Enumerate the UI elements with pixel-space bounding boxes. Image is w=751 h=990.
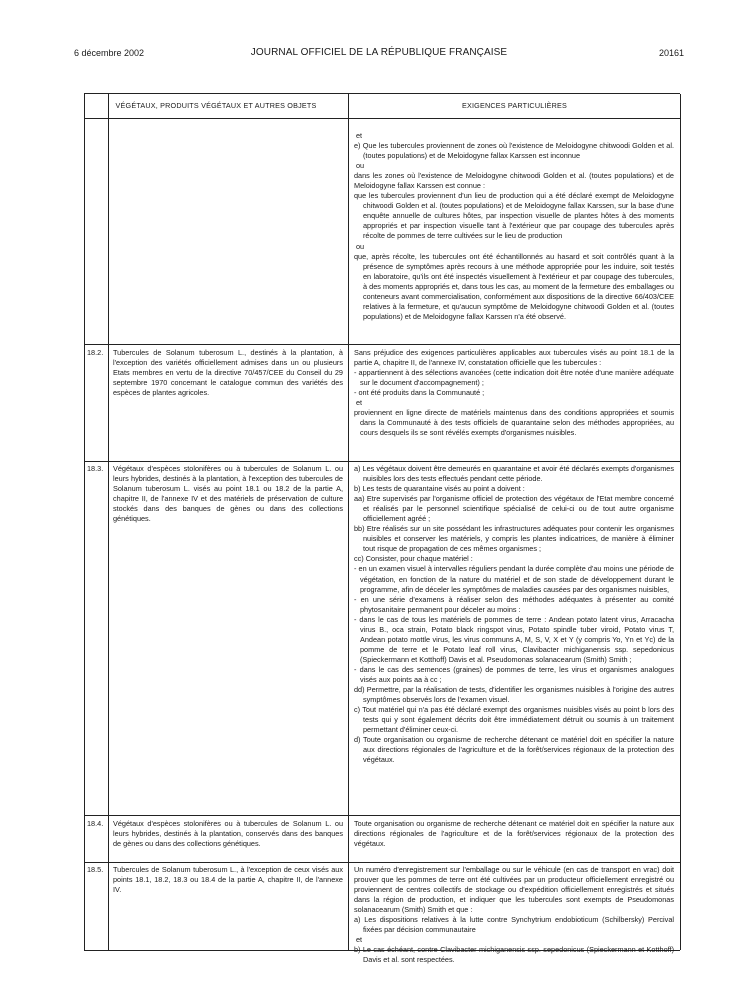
text-line: bb) Etre réalisés sur un site possédant les infrastructures adéquates pour contenir les organismes nuisibles et conserver les matériels, y compris les plantes indicatrices, de manière à éliminer tout risque de propagation de ces mêmes organismes ; bbox=[354, 524, 674, 554]
text-line: et bbox=[356, 131, 363, 140]
row-requirements-18-3 bbox=[354, 464, 674, 765]
text-line: c) Tout matériel qui n'a pas été déclaré exempt des organismes nuisibles visés au point b lors des tests qui y sont également décrits doit être immédiatement détruit ou soumis à un traitement permettant d'éliminer ceux-ci. bbox=[354, 705, 674, 735]
text-line: - en une série d'examens à réaliser selon des méthodes adéquates à présenter au comité phytosanitaire permanent pour déceler au moins : bbox=[354, 594, 674, 614]
text-line: Un numéro d'enregistrement sur l'emballage ou sur le véhicule (en cas de transport en vrac) doit prouver que les pommes de terre ont été cultivées par un producteur officiellement enregistré ou proviennent de centres collectifs de stockage ou d'expédition officiellement enregistrés et situés dans la région de production, et indiquer que les tubercules sont exempts de Pseudomonas solanacearum (Smith) Smith et que : bbox=[354, 865, 674, 915]
text-line: - dans le cas des semences (graines) de pommes de terre, les virus et organismes analogues visés aux points aa à cc ; bbox=[354, 664, 674, 684]
row-requirements-18-2 bbox=[354, 348, 674, 438]
row-description-18-2: Tubercules de Solanum tuberosum L., destinés à la plantation, à l'exception des variétés officiellement admises dans un ou plusieurs Etats membres en vertu de la directive 70/457/CEE du Conseil du 29 septembre 1970 concernant le catalogue commun des variétés des espèces de plantes agricoles. bbox=[113, 348, 343, 398]
text-line: cc) Consister, pour chaque matériel : bbox=[354, 554, 473, 564]
text-line: et bbox=[356, 398, 363, 408]
row-divider bbox=[84, 862, 680, 863]
row-number-18-5: 18.5. bbox=[87, 865, 104, 874]
continued-requirements bbox=[354, 131, 674, 322]
row-number-18-4: 18.4. bbox=[87, 819, 104, 828]
text-line: - dans le cas de tous les matériels de pommes de terre : Andean potato latent virus, Arracacha virus B., oca strain, Potato black ringspot virus, Potato spindle tuber viroid, Potato virus T, Andean potato mottle virus, les virus communs A, M, S, V, X et Y (y compris Yo, Yn et Yc) de la pomme de terre et le Potato leaf roll virus, Clavibacter michiganensis ssp. sepedonicus (Spieckermann et Kotthoff) Davis et al. Pseudomonas solanacearum (Smith) Smith ; bbox=[354, 614, 674, 664]
row-divider bbox=[84, 815, 680, 816]
row-description-18-3: Végétaux d'espèces stolonifères ou à tubercules de Solanum L. ou leurs hybrides, destinés à la plantation, à l'exception des tubercules de Solanum tuberosum L. visés au point 18.1 ou 18.2 de la partie A, chapitre II, de l'annexe IV et des matériels de préservation de culture stockés dans des banques de gènes ou dans des collections génétiques. bbox=[113, 464, 343, 524]
number-column-divider bbox=[108, 94, 109, 950]
text-line: a) Les dispositions relatives à la lutte contre Synchytrium endobioticum (Schilbersky) Percival fixées par décision communautaire bbox=[354, 915, 674, 935]
text-line: dans les zones où l'existence de Meloidogyne chitwoodi Golden et al. (toutes populations) et de Meloidogyne fallax Karssen est connue : bbox=[354, 171, 674, 191]
text-line: d) Toute organisation ou organisme de recherche détenant ce matériel doit en spécifier la nature aux directions régionales de l'agriculture et de la forêt/services régionaux de la protection des végétaux. bbox=[354, 735, 674, 765]
text-line: aa) Etre supervisés par l'organisme officiel de protection des végétaux de l'Etat membre concerné et réalisés par le personnel scientifique spécialisé de celui-ci ou de tout autre organisme officiellement agréé ; bbox=[354, 494, 674, 524]
row-description-18-5: Tubercules de Solanum tuberosum L., à l'exception de ceux visés aux points 18.1, 18.2, 18.3 ou 18.4 de la partie A, chapitre II, de l'annexe IV. bbox=[113, 865, 343, 895]
table-border-right bbox=[680, 94, 681, 950]
text-line: Sans préjudice des exigences particulières applicables aux tubercules visés au point 18.1 de la partie A, chapitre II, de l'annexe IV, constatation officielle que les tubercules : bbox=[354, 348, 674, 368]
middle-column-divider bbox=[348, 94, 349, 950]
requirements-table bbox=[84, 93, 680, 965]
page-header bbox=[74, 47, 684, 61]
row-requirements-18-4: Toute organisation ou organisme de recherche détenant ce matériel doit en spécifier la nature aux directions régionales de l'agriculture et de la forêt/services régionaux de la protection des végétaux. bbox=[354, 819, 674, 849]
table-border-left bbox=[84, 94, 85, 950]
text-line: que les tubercules proviennent d'un lieu de production qui a été déclaré exempt de Meloidogyne chitwoodi Golden et al. (toutes populations) et de Meloidogyne fallax Karssen, sur la base d'une enquête annuelle de cultures hôtes, par inspection visuelle de plantes hôtes à des moments appropriés et par inspection visuelle tant à l'extérieur que par coupage des tubercules après récolte de pommes de terre cultivées sur le lieu de production bbox=[354, 191, 674, 241]
row-description-18-4: Végétaux d'espèces stolonifères ou à tubercules de Solanum L. ou leurs hybrides, destinés à la plantation, conservés dans des banques de gènes ou dans des collections génétiques. bbox=[113, 819, 343, 849]
text-line: et bbox=[356, 935, 363, 945]
text-line: ou bbox=[356, 241, 365, 251]
row-number-18-3: 18.3. bbox=[87, 464, 104, 473]
row-divider bbox=[84, 344, 680, 345]
text-line: dd) Permettre, par la réalisation de tests, d'identifier les organismes nuisibles à l'origine des autres symptômes observés lors de l'examen visuel. bbox=[354, 685, 674, 705]
text-line: - en un examen visuel à intervalles réguliers pendant la durée complète d'au moins une période de végétation, en fonction de la nature du matériel et de son stade de développement durant le programme, afin de déceler les symptômes de maladies causées par des organismes nuisibles, bbox=[354, 564, 674, 594]
text-line: e) Que les tubercules proviennent de zones où l'existence de Meloidogyne chitwoodi Golden et al. (toutes populations) et de Meloidogyne fallax Karssen est inconnue bbox=[354, 141, 674, 161]
row-divider bbox=[84, 461, 680, 462]
header-date: 6 décembre 2002 bbox=[74, 48, 145, 58]
text-line: ou bbox=[356, 161, 365, 171]
column-header-requirements: EXIGENCES PARTICULIÈRES bbox=[349, 94, 680, 119]
text-line: a) Les végétaux doivent être demeurés en quarantaine et avoir été déclarés exempts d'organismes nuisibles lors des tests effectués pendant cette période. bbox=[354, 464, 674, 484]
row-number-18-2: 18.2. bbox=[87, 348, 104, 357]
text-line: b) Les tests de quarantaine visés au point a doivent : bbox=[354, 484, 525, 494]
text-line: b) Le cas échéant, contre Clavibacter michiganensis ssp. sepedonicus (Spieckermann et Kotthoff) Davis et al. sont respectées. bbox=[354, 945, 674, 965]
page-number: 20161 bbox=[658, 48, 684, 58]
journal-title: JOURNAL OFFICIEL DE LA RÉPUBLIQUE FRANÇAISE bbox=[250, 47, 508, 58]
column-header-objects: VÉGÉTAUX, PRODUITS VÉGÉTAUX ET AUTRES OBJETS bbox=[84, 94, 348, 119]
text-line: que, après récolte, les tubercules ont été échantillonnés au hasard et soit contrôlés quant à la présence de symptômes après recours à une méthode appropriée pour les induire, soit testés en laboratoire, qu'ils ont été inspectés visuellement à l'extérieur et par coupage des tubercules, à des moments appropriés et, dans tous les cas, au moment de la fermeture des emballages ou conteneurs avant commercialisation, conformément aux dispositions de la directive 66/403/CEE relatives à la fermeture, et qu'aucun symptôme de Meloidogyne chitwoodi Golden et al. (toutes populations) et de Meloidogyne fallax Karssen n'a été observé. bbox=[354, 251, 674, 321]
text-line: proviennent en ligne directe de matériels maintenus dans des conditions appropriées et soumis dans la Communauté à des tests officiels de quarantaine selon des méthodes appropriées, au cours desquels ils se sont révélés exempts d'organismes nuisibles. bbox=[354, 408, 674, 438]
text-line: - appartiennent à des sélections avancées (cette indication doit être notée d'une manière adéquate sur le document d'accompagnement) ; bbox=[354, 368, 674, 388]
row-requirements-18-5 bbox=[354, 865, 674, 965]
text-line: - ont été produits dans la Communauté ; bbox=[354, 388, 485, 398]
